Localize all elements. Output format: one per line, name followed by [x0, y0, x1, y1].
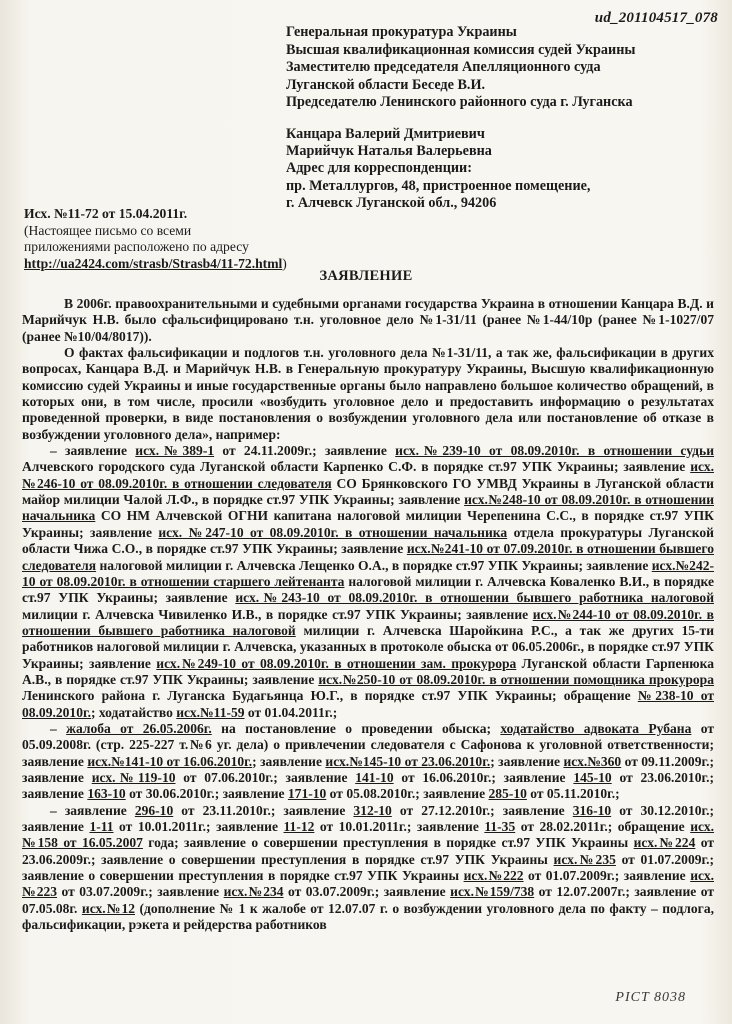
text-segment: от 01.07.2009г.; заявление — [523, 868, 691, 884]
reference-underlined: 296-10 — [134, 802, 174, 818]
text-segment: Луганской области Гарпенюка А.В., в порядке ст.97 УПК Украины; заявление — [22, 655, 714, 687]
address-label: Адрес для корреспонденции: — [286, 160, 472, 177]
text-segment: от 30.06.2010г.; заявление — [125, 786, 288, 802]
reference-underlined: исх.№158 от 16.05.2007 — [22, 819, 715, 851]
addressee-line: Луганской области Беседе В.И. — [286, 76, 486, 93]
reference-underlined: исх.№12 — [81, 900, 135, 916]
reference-underlined: исх.№145-10 от 23.06.2010г. — [325, 753, 491, 769]
addressee-line: Заместителю председателя Апелляционного суда — [286, 59, 601, 76]
reference-underlined: 285-10 — [488, 786, 527, 802]
text-segment: от 03.07.2009г.; заявление — [283, 884, 451, 900]
text-segment: отдела прокуратуры Луганской области Чижа С.О., в порядке ст.97 УПК Украины; заявление — [22, 524, 714, 557]
text-segment: СО Брянковского ГО УМВД Украины в Луганской области майор милиции Чалой Л.Ф., в порядке ст.97 УПК Украины; заявление — [22, 475, 714, 508]
reference-underlined: жалоба от 26.05.2006г. — [66, 720, 212, 736]
reference-underlined: исх.№241-10 от 07.09.2010г. в отношении бывшего следователя — [22, 541, 714, 573]
text-segment: от 30.12.2010г.; заявление — [22, 802, 715, 834]
outgoing-reference — [24, 206, 344, 272]
photo-stamp: PICT 8038 — [615, 990, 686, 1005]
reference-underlined: 11-35 — [484, 819, 516, 834]
addressee-block — [286, 24, 706, 112]
reference-underlined: 171-10 — [287, 786, 327, 802]
reference-underlined: исх.№239-10 от 08.09.2010г. в отношении судьи — [395, 443, 715, 459]
document-link[interactable]: http://ua2424.com/strasb/Strasb4/11-72.html — [24, 255, 283, 271]
text-segment: от 09.11.2009г.; заявление — [22, 753, 714, 785]
text-segment: от 28.02.2011г.; обращение — [515, 819, 691, 834]
text-segment: от 07.06.2010г.; заявление — [175, 769, 356, 785]
text-segment: от 27.12.2010г.; заявление — [391, 802, 573, 818]
reference-underlined: исх.№243-10 от 08.09.2010г. в отношении бывшего работника налоговой — [235, 590, 714, 606]
text-segment: милиции г. Алчевска Шаройкина Р.С., а так же других 15-ти работников налоговой милиции г. Алчевска, указанных в протоколе обыска от 06.05.2006г., в порядке ст.97 УПК Украины; заявление — [22, 622, 714, 671]
reference-underlined: исх.№141-10 от 16.06.2010г. — [87, 753, 253, 769]
outgoing-number: Исх. №11-72 от 15.04.2011г. — [24, 206, 188, 221]
text-segment: от 10.01.2011г.; заявление — [314, 819, 485, 834]
reference-underlined: исх.№222 — [463, 868, 524, 884]
reference-underlined: 145-10 — [573, 769, 612, 785]
text-segment: ; заявление — [252, 753, 326, 769]
text-segment: от 01.07.2009г.; заявление о совершении преступления в порядке ст.97 УПК Украины — [22, 851, 715, 884]
reference-underlined: №238-10 от 08.09.2010г. — [22, 688, 715, 720]
reference-underlined: исх.№11-59 — [176, 704, 245, 720]
sender-block — [286, 126, 706, 212]
list-item — [22, 721, 714, 803]
reference-underlined: 141-10 — [355, 769, 394, 785]
text-segment: – заявление — [50, 802, 135, 818]
text-segment: от 10.01.2011г.; заявление — [113, 819, 284, 834]
text-segment: – — [50, 720, 67, 736]
addressee-line: Высшая квалификационная комиссия судей Украины — [286, 41, 636, 58]
text-segment: – заявление — [50, 443, 136, 459]
reference-underlined: исх.№235 — [553, 851, 616, 867]
reference-underlined: исх.№242-10 от 08.09.2010г. в отношении старшего лейтенанта — [22, 557, 715, 589]
text-segment: милиции г. Алчевска Чивиленко И.В., в порядке ст.97 УПК Украины; заявление — [22, 606, 533, 622]
reference-underlined: исх.№248-10 от 08.09.2010г. в отношении начальника — [22, 492, 714, 524]
address-line: г. Алчевск Луганской обл., 94206 — [286, 194, 497, 211]
text-segment: от 23.11.2010г.; заявление — [173, 802, 354, 818]
document-title: ЗАЯВЛЕНИЕ — [319, 268, 413, 284]
reference-underlined: исх.№360 — [563, 753, 622, 769]
reference-underlined: 163-10 — [87, 786, 126, 802]
text-segment: Ленинского района г. Луганска Будагьянца Ю.Г., в порядке ст.97 УПК Украины; обращение — [22, 688, 638, 704]
text-segment: налоговой милиции г. Алчевска Лещенко О.А., в порядке ст.97 УПК Украины; заявление — [96, 557, 652, 573]
text-segment: от 23.06.2010г.; заявление — [22, 769, 714, 802]
reference-underlined: 312-10 — [353, 802, 392, 818]
reference-underlined: исх.№249-10 от 08.09.2010г. в отношении зам. прокурора — [156, 655, 517, 671]
sender-name: Марийчук Наталья Валерьевна — [286, 143, 492, 160]
text-segment: ; ходатайство — [90, 704, 177, 720]
addressee-line: Генеральная прокуратура Украины — [286, 24, 517, 40]
paragraph-intro: В 2006г. правоохранительными и судебными органами государства Украина в отношении Канцара В.Д. и Марийчук Н.В. было сфальсифицировано т.н. уголовное дело №1-31/11 (ранее №1-44/10р (ранее №1-1027/07 (ранее №10/04/8017)). — [22, 296, 714, 344]
text-segment: Алчевского городского суда Луганской области Карпенко С.Ф. в порядке ст.97 УПК Украины; заявление — [22, 459, 691, 475]
text-segment: года; заявление о совершении преступления в порядке ст.97 УПК Украины — [142, 835, 634, 851]
text-segment: СО НМ Алчевской ОГНИ капитана налоговой милиции Черепенина С.С., в порядке ст.97 УПК Украины; заявление — [22, 508, 714, 540]
reference-underlined: исх.№159/738 — [450, 884, 535, 900]
addressee-line: Председателю Ленинского районного суда г. Луганска — [286, 94, 633, 111]
text-segment: от 24.11.2009г.; заявление — [214, 443, 396, 459]
document-body — [22, 296, 714, 933]
reference-underlined: исх.№244-10 от 08.09.2010г. в отношении бывшего работника налоговой — [22, 606, 714, 638]
text-segment: от 03.07.2009г.; заявление — [57, 884, 224, 900]
text-segment: от 05.09.2008г. (стр. 225-227 т.№6 уг. дела) о привлечении следователя с Сафонова к уголовной ответственности; заявление — [22, 720, 714, 769]
reference-underlined: исх.№119-10 — [91, 769, 176, 785]
closing-paren: ) — [282, 255, 287, 271]
text-segment: от 05.08.2010г.; заявление — [326, 786, 489, 802]
list-item — [22, 443, 714, 721]
sender-name: Канцара Валерий Дмитриевич — [286, 126, 485, 142]
reference-underlined: исх.№246-10 от 08.09.2010г. в отношении следователя — [22, 459, 714, 491]
text-segment: от 23.06.2009г.; заявление о совершении преступления в порядке ст.97 УПК Украины — [22, 835, 714, 867]
reference-underlined: исх.№389-1 — [135, 443, 215, 459]
outgoing-note-line: приложениями расположено по адресу — [24, 239, 249, 255]
text-segment: от 01.04.2011г.; — [244, 704, 338, 720]
text-segment: от 05.11.2010г.; — [526, 786, 620, 802]
reference-underlined: 316-10 — [572, 802, 612, 818]
reference-underlined: исх.№250-10 от 08.09.2010г. в отношении помощника прокурора — [318, 671, 714, 687]
reference-underlined: исх.№234 — [223, 884, 284, 900]
text-segment: ; заявление — [490, 753, 564, 769]
text-segment: от 16.06.2010г.; заявление — [393, 769, 574, 785]
address-line: пр. Металлургов, 48, пристроенное помещение, — [286, 177, 591, 194]
reference-underlined: исх.№224 — [633, 835, 696, 851]
document-id: ud_201104517_078 — [594, 10, 718, 26]
reference-underlined: ходатайство адвоката Рубана — [500, 720, 692, 736]
text-segment: налоговой милиции г. Алчевска Коваленко В.И., в порядке ст.97 УПК Украины; заявление — [22, 573, 714, 606]
text-segment: от 12.07.2007г.; заявление от 07.05.08г. — [22, 884, 715, 916]
paragraph-facts: О фактах фальсификации и подлогов т.н. уголовного дела №1-31/11, а так же, фальсификации в других вопросах, Канцара В.Д. и Марийчук Н.В. в Генеральную прокуратуру Украины, Высшую квалификационную комиссию судей Украины и иные государственные органы было направлено большое количество обращений, в которых они, в том числе, просили «возбудить уголовное дело и предоставить информацию о результатах проведенной проверки, в виде постановления о возбуждении уголовного дела или постановление об отказе в возбуждении уголовного дела», например: — [22, 345, 714, 442]
text-segment: (дополнение № 1 к жалобе от 12.07.07 г. о возбуждении уголовного дела по факту – подлога, фальсификации, рэкета и рейдерства работников — [22, 900, 714, 933]
reference-underlined: исх.№223 — [22, 868, 714, 900]
reference-underlined: исх. №247-10 от 08.09.2010г. в отношении начальника — [158, 524, 508, 540]
reference-underlined: 11-12 — [283, 819, 315, 834]
list-item — [22, 803, 714, 934]
outgoing-note-line: (Настоящее письмо со всеми — [24, 222, 192, 238]
text-segment: на постановление о проведении обыска; — [211, 720, 501, 736]
reference-underlined: 1-11 — [89, 819, 114, 834]
